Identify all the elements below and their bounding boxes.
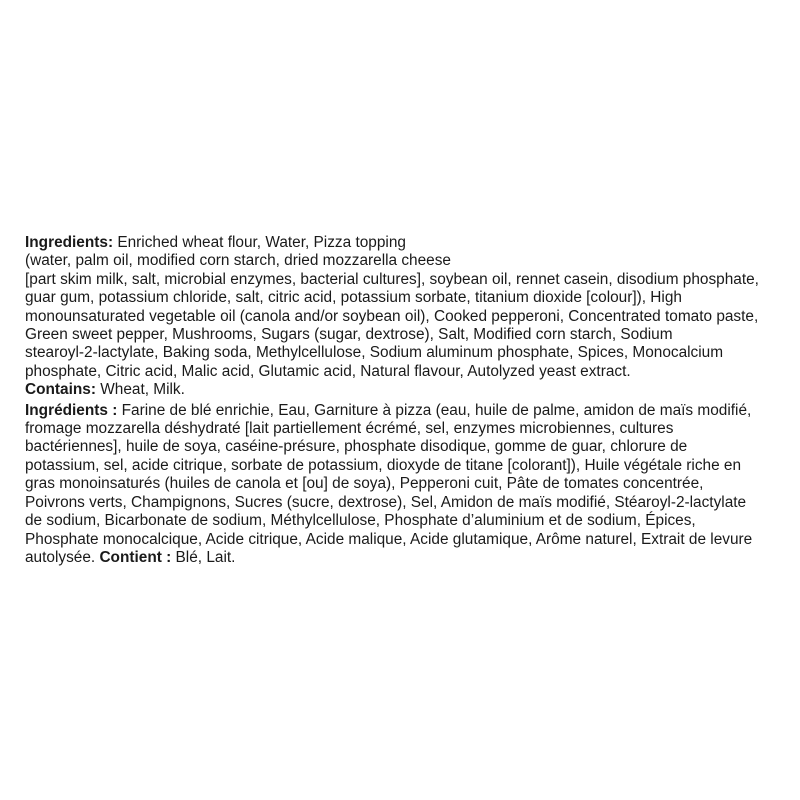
english-line-7: stearoyl-2-lactylate, Baking soda, Methylcellulose, Sodium aluminum phosphate, Spices, Monocalcium	[25, 344, 724, 362]
french-line-9: autolysée. Contient : Blé, Lait.	[25, 548, 236, 566]
french-line-2: fromage mozzarella déshydraté [lait partiellement écrémé, sel, enzymes microbiennes, cultures	[25, 420, 674, 438]
french-ingredients	[25, 402, 785, 568]
french-line-4: potassium, sel, acide citrique, sorbate de potassium, dioxyde de titane [colorant]), Huile végétale riche en	[25, 456, 742, 474]
french-contains-heading: Contient :	[99, 548, 172, 566]
french-line-1: Ingrédients : Farine de blé enrichie, Eau, Garniture à pizza (eau, huile de palme, amidon de maïs modifié,	[25, 401, 752, 419]
english-line-3: [part skim milk, salt, microbial enzymes, bacterial cultures], soybean oil, rennet casein, disodium phosphate,	[25, 270, 759, 288]
english-contains: Contains: Wheat, Milk.	[25, 381, 185, 399]
french-line-7: de sodium, Bicarbonate de sodium, Méthylcellulose, Phosphate d’aluminium et de sodium, Épices,	[25, 512, 696, 530]
french-line-5: gras monoinsaturés (huiles de canola et [ou] de soya), Pepperoni cuit, Pâte de tomates concentrée,	[25, 475, 704, 493]
french-line-8: Phosphate monocalcique, Acide citrique, Acide malique, Acide glutamique, Arôme naturel, Extrait de levure	[25, 530, 753, 548]
french-heading: Ingrédients :	[25, 401, 118, 419]
english-line-2: (water, palm oil, modified corn starch, dried mozzarella cheese	[25, 252, 451, 270]
french-line-6: Poivrons verts, Champignons, Sucres (sucre, dextrose), Sel, Amidon de maïs modifié, Stéaroyl-2-lactylate	[25, 493, 747, 511]
english-line-8: phosphate, Citric acid, Malic acid, Glutamic acid, Natural flavour, Autolyzed yeast extract.	[25, 362, 631, 380]
english-line-4: guar gum, potassium chloride, salt, citric acid, potassium sorbate, titanium dioxide [colour]), High	[25, 289, 682, 307]
english-heading: Ingredients:	[25, 234, 114, 251]
english-ingredients	[25, 234, 785, 400]
french-line-3: bactériennes], huile de soya, caséine-présure, phosphate disodique, gomme de guar, chlorure de	[25, 438, 688, 456]
english-contains-heading: Contains:	[25, 381, 96, 399]
ingredient-label	[25, 234, 785, 567]
english-line-6: Green sweet pepper, Mushrooms, Sugars (sugar, dextrose), Salt, Modified corn starch, Sodium	[25, 326, 673, 344]
english-line-1: Ingredients: Enriched wheat flour, Water, Pizza topping	[25, 234, 406, 251]
english-line-5: monounsaturated vegetable oil (canola and/or soybean oil), Cooked pepperoni, Concentrated tomato paste,	[25, 307, 759, 325]
